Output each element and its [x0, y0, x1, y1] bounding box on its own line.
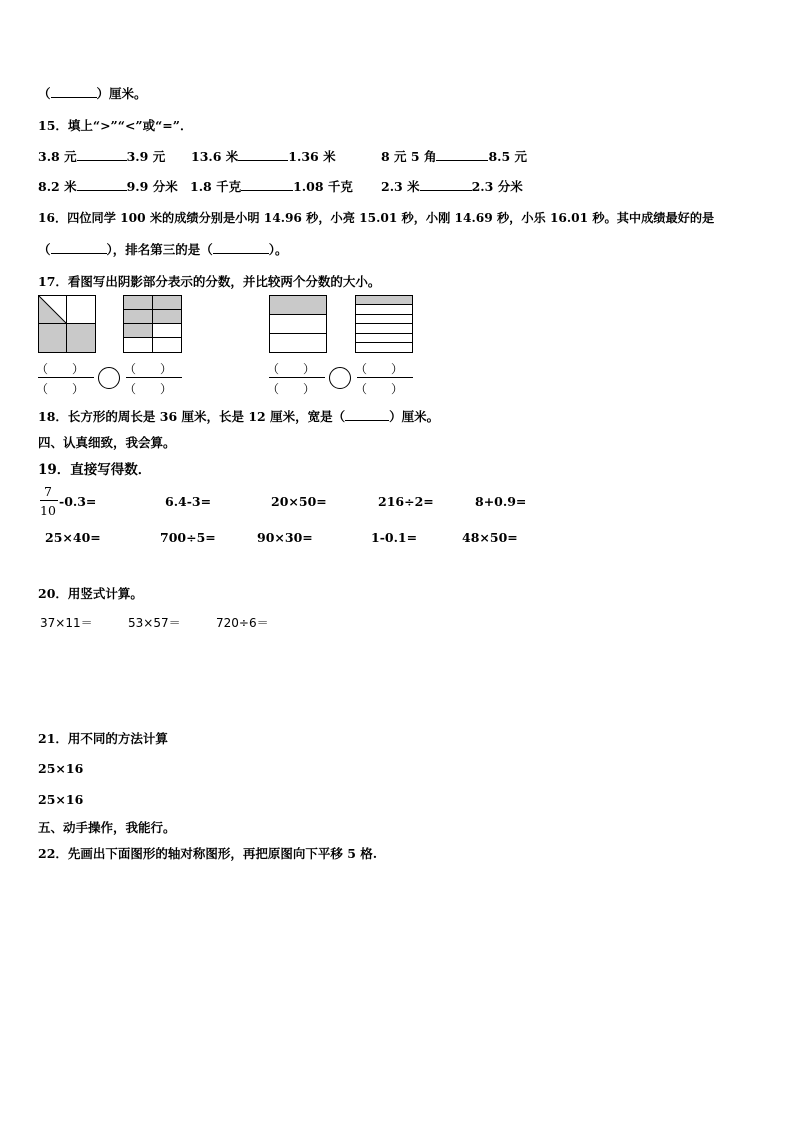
q15-title: 15．填上“>”“<”或“=”． [38, 118, 193, 133]
q17-frac2-den[interactable]: （ ） [124, 382, 173, 396]
q19-frac-bar [40, 500, 58, 501]
q17-figure-2 [123, 295, 182, 353]
q18-blank[interactable] [345, 409, 389, 421]
q19-r1-4: 216÷2= [378, 494, 434, 509]
q16-line2 [38, 240, 288, 258]
q14-tail [38, 84, 147, 102]
q16-open1: （ [38, 242, 51, 257]
q15-r2-i3-blank[interactable] [420, 179, 472, 191]
q19-r2-2: 700÷5= [160, 530, 216, 545]
q20-item-2: 53×57＝ [128, 616, 181, 630]
q16-close: ）。 [268, 242, 288, 257]
q15-r1-i2-b: 1.36 米 [288, 149, 336, 164]
q15-r2-i2-blank[interactable] [241, 179, 293, 191]
q19-frac-den: 10 [40, 503, 56, 518]
q15-r2-i1-a: 8.2 米 [38, 179, 77, 194]
q15-r1-i1-a: 3.8 元 [38, 149, 77, 164]
q19-frac-tail: -0.3= [59, 494, 97, 509]
q19-r1-3: 20×50= [271, 494, 327, 509]
q17-frac1-den[interactable]: （ ） [36, 382, 85, 396]
section-5-title: 五、动手操作，我能行。 [38, 820, 176, 835]
q15-r2-i1-blank[interactable] [77, 179, 127, 191]
q21-a: 25×16 [38, 761, 84, 776]
q14-close: ）厘米。 [96, 86, 147, 101]
q19-r1-5: 8+0.9= [475, 494, 527, 509]
q20-item-3: 720÷6＝ [216, 616, 269, 630]
q16-mid: ），排名第三的是（ [106, 242, 213, 257]
q15-row1-item2 [191, 147, 336, 165]
q18-text: 18．长方形的周长是 36 厘米，长是 12 厘米，宽是（ [38, 409, 346, 424]
q16-blank-third[interactable] [213, 242, 269, 254]
q19-r2-1: 25×40= [45, 530, 101, 545]
q15-row2-item2 [190, 177, 353, 195]
q16-line1: 16．四位同学 100 米的成绩分别是小明 14.96 秒，小亮 15.01 秒，小刚 14.69 秒，小乐 16.01 秒。其中成绩最好的是 [38, 211, 715, 225]
q15-row1-item1 [38, 147, 165, 165]
q17-frac3-bar [269, 377, 325, 378]
q15-r1-i2-blank[interactable] [238, 149, 288, 161]
q18 [38, 407, 439, 425]
q18-tail: ）厘米。 [389, 409, 440, 424]
q17-frac1-num[interactable]: （ ） [36, 362, 85, 376]
q15-row2-item3 [381, 177, 523, 195]
q17-frac3-num[interactable]: （ ） [267, 362, 316, 376]
q17-compare-circle-1[interactable] [98, 367, 120, 389]
q20-item-1: 37×11＝ [40, 616, 93, 630]
q15-r1-i3-blank[interactable] [436, 149, 488, 161]
q14-blank[interactable] [51, 86, 97, 98]
q21-title: 21．用不同的方法计算 [38, 731, 168, 746]
q15-r1-i1-blank[interactable] [77, 149, 127, 161]
q17-figure-1 [38, 295, 96, 353]
q17-frac3-den[interactable]: （ ） [267, 382, 316, 396]
q16-blank-best[interactable] [51, 242, 107, 254]
q15-r2-i3-a: 2.3 米 [381, 179, 420, 194]
q17-figure-4 [355, 295, 413, 353]
section-4-title: 四、认真细致，我会算。 [38, 435, 176, 450]
q15-r2-i1-b: 9.9 分米 [126, 179, 178, 194]
q19-r2-4: 1-0.1= [371, 530, 418, 545]
q15-r2-i3-b: 2.3 分米 [471, 179, 523, 194]
q17-frac4-den[interactable]: （ ） [355, 382, 404, 396]
q15-r1-i2-a: 13.6 米 [191, 149, 239, 164]
q19-r2-3: 90×30= [257, 530, 313, 545]
q21-b: 25×16 [38, 792, 84, 807]
q15-r2-i2-b: 1.08 千克 [293, 179, 353, 194]
q19-r2-5: 48×50= [462, 530, 518, 545]
q17-title: 17．看图写出阴影部分表示的分数，并比较两个分数的大小。 [38, 274, 381, 289]
q14-open: （ [38, 86, 51, 101]
q20-title: 20．用竖式计算。 [38, 586, 143, 601]
q17-frac4-bar [357, 377, 413, 378]
q19-title: 19．直接写得数． [38, 462, 152, 478]
q15-r1-i3-b: 8.5 元 [488, 149, 528, 164]
q15-row1-item3 [381, 147, 527, 165]
q17-figure-3 [269, 295, 327, 353]
q19-frac-num: 7 [44, 484, 52, 499]
q17-compare-circle-2[interactable] [329, 367, 351, 389]
q15-r1-i3-a: 8 元 5 角 [381, 149, 437, 164]
q17-frac1-bar [38, 377, 94, 378]
q15-row2-item1 [38, 177, 178, 195]
q17-frac2-num[interactable]: （ ） [124, 362, 173, 376]
q22: 22．先画出下面图形的轴对称图形，再把原图向下平移 5 格. [38, 846, 378, 861]
q19-r1-2: 6.4-3= [165, 494, 212, 509]
q17-frac4-num[interactable]: （ ） [355, 362, 404, 376]
q15-r1-i1-b: 3.9 元 [126, 149, 166, 164]
q15-r2-i2-a: 1.8 千克 [190, 179, 242, 194]
q17-frac2-bar [126, 377, 182, 378]
